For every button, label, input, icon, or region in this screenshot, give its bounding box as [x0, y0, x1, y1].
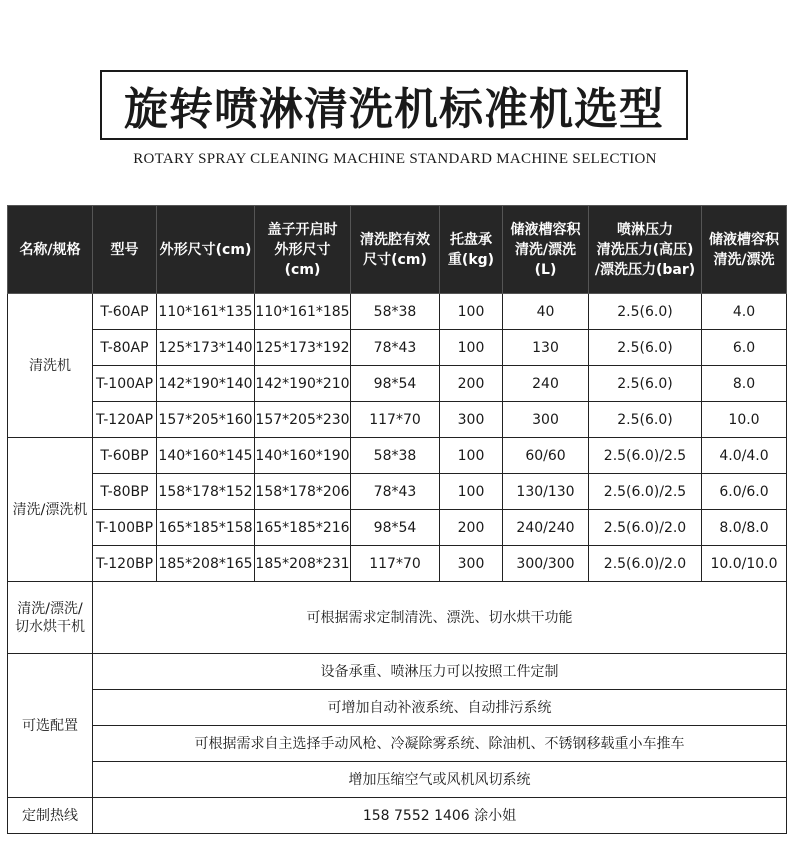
- cell-model: T-120BP: [93, 546, 157, 582]
- header-tank-line: 清洗/漂洗: [514, 241, 577, 258]
- cell-tank: 130/130: [503, 474, 589, 510]
- cell-tank: 240: [503, 366, 589, 402]
- cell-load: 200: [440, 510, 503, 546]
- hotline-row: [8, 798, 787, 834]
- option-row: [8, 654, 787, 690]
- cell-tank2: 8.0: [702, 366, 787, 402]
- cell-size: 142*190*140: [157, 366, 255, 402]
- cell-chamber: 117*70: [351, 546, 440, 582]
- header-chamber: [351, 206, 440, 294]
- cell-chamber: 98*54: [351, 366, 440, 402]
- cell-load: 100: [440, 294, 503, 330]
- header-size: 外形尺寸(cm): [157, 206, 255, 294]
- cell-size: 185*208*165: [157, 546, 255, 582]
- cell-pressure: 2.5(6.0): [589, 402, 702, 438]
- cell-tank2: 4.0: [702, 294, 787, 330]
- cell-load: 300: [440, 546, 503, 582]
- cell-lid-size: 125*173*192: [255, 330, 351, 366]
- option-item: 可增加自动补液系统、自动排污系统: [93, 690, 787, 726]
- cell-model: T-80AP: [93, 330, 157, 366]
- cell-model: T-60AP: [93, 294, 157, 330]
- cell-chamber: 98*54: [351, 510, 440, 546]
- selection-table: [7, 205, 787, 834]
- cell-size: 165*185*158: [157, 510, 255, 546]
- cell-tank: 240/240: [503, 510, 589, 546]
- cell-lid-size: 140*160*190: [255, 438, 351, 474]
- header-chamber-line: 清洗腔有效: [360, 231, 430, 248]
- cell-lid-size: 110*161*185: [255, 294, 351, 330]
- header-tank2-line: 清洗/漂洗: [713, 251, 775, 268]
- cell-chamber: 58*38: [351, 294, 440, 330]
- option-row: [8, 762, 787, 798]
- cell-pressure: 2.5(6.0): [589, 330, 702, 366]
- dryer-name: [8, 582, 93, 654]
- header-tank: [503, 206, 589, 294]
- header-lid-size-line: 盖子开启时: [267, 221, 338, 238]
- cell-tank: 60/60: [503, 438, 589, 474]
- cell-model: T-100BP: [93, 510, 157, 546]
- table-row: [8, 402, 787, 438]
- header-load-line: 托盘承: [450, 231, 492, 248]
- header-pressure-line: 喷淋压力: [617, 221, 673, 238]
- dryer-row: [8, 582, 787, 654]
- cell-tank2: 6.0/6.0: [702, 474, 787, 510]
- dryer-name-line: 切水烘干机: [15, 618, 85, 635]
- cell-tank2: 10.0: [702, 402, 787, 438]
- cell-tank: 300/300: [503, 546, 589, 582]
- cell-load: 100: [440, 438, 503, 474]
- header-name: 名称/规格: [8, 206, 93, 294]
- table-row: [8, 546, 787, 582]
- header-model: 型号: [93, 206, 157, 294]
- table-row: [8, 366, 787, 402]
- option-row: [8, 690, 787, 726]
- cell-size: 158*178*152: [157, 474, 255, 510]
- cell-load: 200: [440, 366, 503, 402]
- header-tank-line: (L): [534, 261, 557, 278]
- cell-model: T-60BP: [93, 438, 157, 474]
- header-load: [440, 206, 503, 294]
- header-lid-size-line: (cm): [284, 261, 321, 278]
- header-pressure-line: /漂洗压力(bar): [594, 261, 696, 278]
- cell-model: T-100AP: [93, 366, 157, 402]
- header-load-line: 重(kg): [447, 251, 495, 268]
- dryer-text: 可根据需求定制清洗、漂洗、切水烘干功能: [93, 582, 787, 654]
- header-chamber-line: 尺寸(cm): [363, 251, 427, 268]
- cell-pressure: 2.5(6.0)/2.5: [589, 474, 702, 510]
- hotline-name: 定制热线: [8, 798, 93, 834]
- option-item: 设备承重、喷淋压力可以按照工件定制: [93, 654, 787, 690]
- cell-tank2: 4.0/4.0: [702, 438, 787, 474]
- cell-load: 100: [440, 474, 503, 510]
- cell-load: 300: [440, 402, 503, 438]
- table-row: [8, 294, 787, 330]
- cell-size: 157*205*160: [157, 402, 255, 438]
- cell-tank: 40: [503, 294, 589, 330]
- cell-size: 140*160*145: [157, 438, 255, 474]
- hotline-text: 158 7552 1406 涂小姐: [93, 798, 787, 834]
- option-item: 增加压缩空气或风机风切系统: [93, 762, 787, 798]
- table-row: [8, 330, 787, 366]
- header-tank2: [702, 206, 787, 294]
- header-pressure: [589, 206, 702, 294]
- cell-lid-size: 165*185*216: [255, 510, 351, 546]
- header-lid-size-line: 外形尺寸: [274, 241, 331, 258]
- page-title: 旋转喷淋清洗机标准机选型: [124, 84, 664, 135]
- cell-chamber: 58*38: [351, 438, 440, 474]
- cell-tank2: 8.0/8.0: [702, 510, 787, 546]
- cell-chamber: 78*43: [351, 330, 440, 366]
- cell-pressure: 2.5(6.0)/2.5: [589, 438, 702, 474]
- cell-model: T-80BP: [93, 474, 157, 510]
- header-pressure-line: 清洗压力(高压): [596, 241, 694, 258]
- header-tank-line: 储液槽容积: [510, 221, 581, 238]
- cell-lid-size: 185*208*231: [255, 546, 351, 582]
- page-subtitle: ROTARY SPRAY CLEANING MACHINE STANDARD MACHINE SELECTION: [133, 151, 657, 167]
- option-row: [8, 726, 787, 762]
- cell-lid-size: 158*178*206: [255, 474, 351, 510]
- cell-tank: 130: [503, 330, 589, 366]
- cell-tank: 300: [503, 402, 589, 438]
- table-row: [8, 510, 787, 546]
- cell-pressure: 2.5(6.0)/2.0: [589, 510, 702, 546]
- cell-pressure: 2.5(6.0): [589, 366, 702, 402]
- options-name: 可选配置: [8, 654, 93, 798]
- header-lid-size: [255, 206, 351, 294]
- cell-chamber: 78*43: [351, 474, 440, 510]
- group-name-cleaner: 清洗机: [8, 294, 93, 438]
- cell-pressure: 2.5(6.0)/2.0: [589, 546, 702, 582]
- cell-lid-size: 157*205*230: [255, 402, 351, 438]
- table-row: [8, 438, 787, 474]
- cell-load: 100: [440, 330, 503, 366]
- title-box: [100, 70, 688, 140]
- group-name-rinser: 清洗/漂洗机: [8, 438, 93, 582]
- dryer-name-line: 清洗/漂洗/: [17, 600, 83, 617]
- cell-pressure: 2.5(6.0): [589, 294, 702, 330]
- header-tank2-line: 储液槽容积: [709, 231, 779, 248]
- cell-size: 125*173*140: [157, 330, 255, 366]
- table-row: [8, 474, 787, 510]
- cell-tank2: 6.0: [702, 330, 787, 366]
- cell-model: T-120AP: [93, 402, 157, 438]
- cell-lid-size: 142*190*210: [255, 366, 351, 402]
- cell-tank2: 10.0/10.0: [702, 546, 787, 582]
- table-header-row: [8, 206, 787, 294]
- option-item: 可根据需求自主选择手动风枪、冷凝除雾系统、除油机、不锈钢移载重小车推车: [93, 726, 787, 762]
- cell-chamber: 117*70: [351, 402, 440, 438]
- cell-size: 110*161*135: [157, 294, 255, 330]
